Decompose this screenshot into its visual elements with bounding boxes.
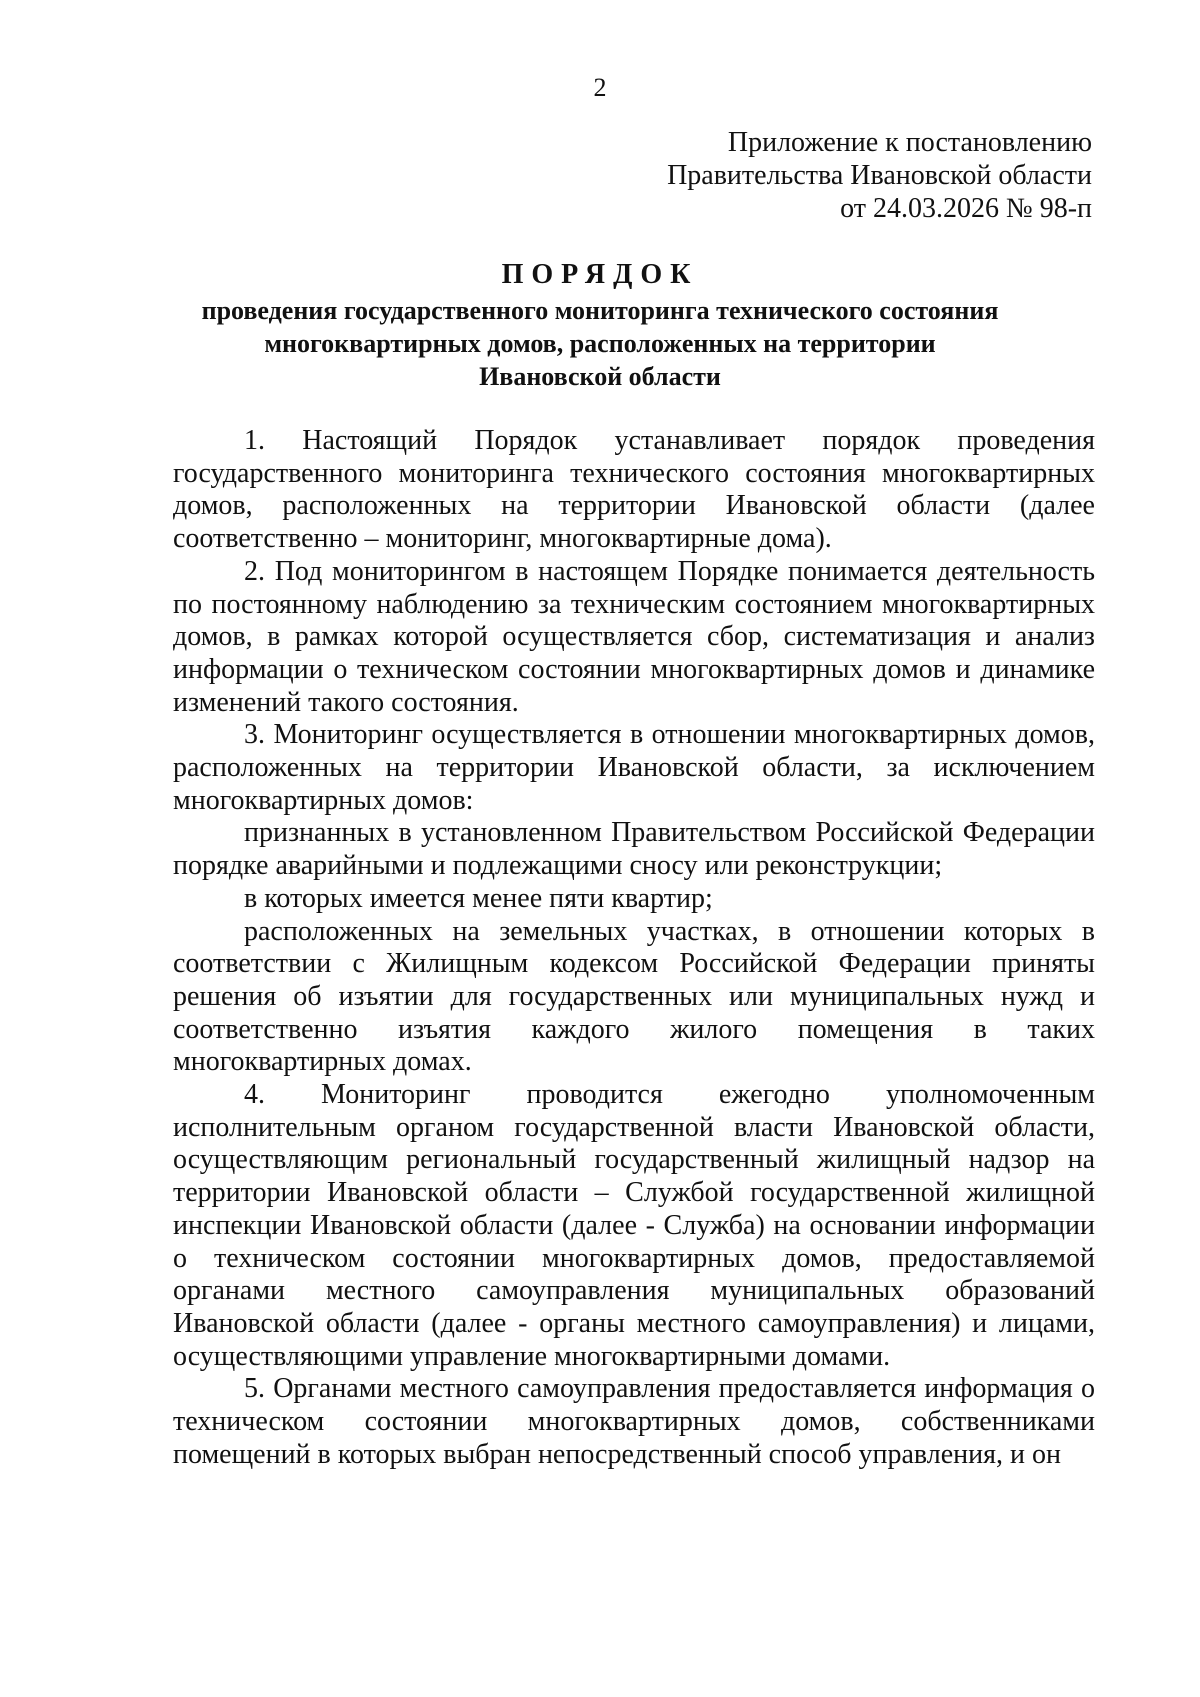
exclusion-item-emergency: признанных в установленном Правительством Российской Федерации порядке аварийными и подлежащими сносу или реконструкции; bbox=[173, 817, 1095, 882]
document-subtitle-line: многоквартирных домов, расположенных на территории bbox=[264, 329, 936, 358]
appendix-line: Правительства Ивановской области bbox=[667, 160, 1092, 191]
exclusion-item-land-seizure: расположенных на земельных участках, в отношении которых в соответствии с Жилищным кодексом Российской Федерации приняты решения об изъятии для государственных или муниципальных нужд и соответственно изъятия каждого жилого помещения в таких многоквартирных домах. bbox=[173, 915, 1095, 1078]
exclusion-item-few-apartments: в которых имеется менее пяти квартир; bbox=[244, 882, 713, 914]
appendix-line: Приложение к постановлению bbox=[727, 127, 1092, 158]
paragraph-2: 2. Под мониторингом в настоящем Порядке понимается деятельность по постоянному наблюдению за техническим состоянием многоквартирных домов, в рамках которой осуществляется сбор, систематизация и анализ информации о техническом состоянии многоквартирных домов и динамике изменений такого состояния. bbox=[173, 555, 1095, 718]
document-subtitle-line: проведения государственного мониторинга технического состояния bbox=[201, 296, 999, 325]
title-block bbox=[150, 258, 1050, 393]
paragraph-1: 1. Настоящий Порядок устанавливает порядок проведения государственного мониторинга технического состояния многоквартирных домов, расположенных на территории Ивановской области (далее соответственно – мониторинг, многоквартирные дома). bbox=[173, 425, 1095, 555]
document-body bbox=[173, 425, 1095, 1472]
appendix-header bbox=[492, 126, 1092, 225]
paragraph-4: 4. Мониторинг проводится ежегодно уполномоченным исполнительным органом государственной власти Ивановской области, осуществляющим региональный государственный жилищный надзор на территории Ивановской области – Службой государственной жилищной инспекции Ивановской области (далее - Служба) на основании информации о техническом состоянии многоквартирных домов, предоставляемой органами местного самоуправления муниципальных образований Ивановской области (далее - органы местного самоуправления) и лицами, осуществляющими управление многоквартирными домами. bbox=[173, 1079, 1095, 1372]
document-title: ПОРЯДОК bbox=[501, 259, 699, 290]
paragraph-3: 3. Мониторинг осуществляется в отношении многоквартирных домов, расположенных на территории Ивановской области, за исключением многоквартирных домов: bbox=[173, 719, 1095, 816]
appendix-date-line: от 24.03.2026 № 98-п bbox=[840, 193, 1092, 224]
paragraph-5: 5. Органами местного самоуправления предоставляется информация о техническом состоянии многоквартирных домов, собственниками помещений в которых выбран непосредственный способ управления, и он bbox=[173, 1373, 1095, 1470]
page-number: 2 bbox=[593, 73, 607, 102]
document-subtitle-line: Ивановской области bbox=[479, 362, 721, 391]
